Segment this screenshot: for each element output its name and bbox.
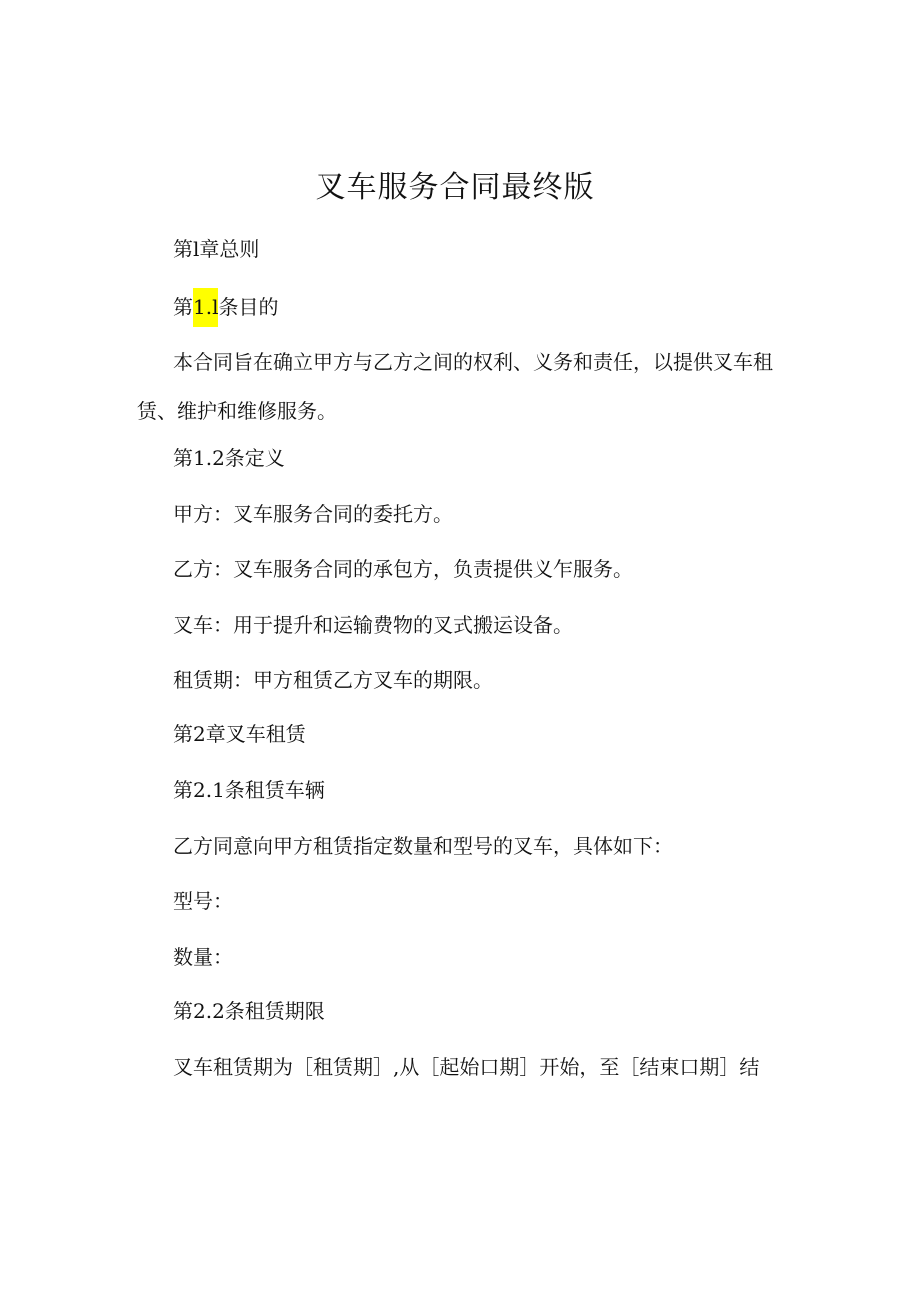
- purpose-paragraph: 本合同旨在确立甲方与乙方之间的权利、义务和责任，以提供叉车租赁、维护和维修服务。: [137, 350, 773, 423]
- article-1-1-heading: [173, 292, 278, 322]
- model-label: 型号：: [173, 889, 233, 913]
- article-1-2-heading: 第1.2条定义: [173, 446, 285, 470]
- lease-intro-paragraph: 乙方同意向甲方租赁指定数量和型号的叉车，具体如下：: [173, 834, 673, 858]
- article-1-1-prefix: 第: [173, 295, 193, 319]
- highlighted-article-number: 1.l: [193, 288, 218, 327]
- chapter-2-heading: 第2章叉车租赁: [173, 722, 306, 746]
- document-title: 叉车服务合同最终版: [315, 170, 595, 205]
- lease-term-paragraph: 叉车租赁期为［租赁期］,从［起始口期］开始，至［结束口期］结: [173, 1055, 760, 1079]
- article-1-1-suffix: 条目的: [218, 295, 279, 319]
- definition-lease-period: 租赁期：甲方租赁乙方叉车的期限。: [173, 668, 493, 692]
- article-2-1-heading: 第2.1条租赁车辆: [173, 778, 325, 802]
- definition-forklift: 叉车：用于提升和运输费物的叉式搬运设备。: [173, 613, 573, 637]
- article-2-2-heading: 第2.2条租赁期限: [173, 999, 325, 1023]
- chapter-1-heading: 第l章总则: [173, 237, 260, 261]
- definition-party-b: 乙方：叉车服务合同的承包方，负责提供义乍服务。: [173, 557, 633, 581]
- quantity-label: 数量：: [173, 945, 233, 969]
- definition-party-a: 甲方：叉车服务合同的委托方。: [173, 502, 453, 526]
